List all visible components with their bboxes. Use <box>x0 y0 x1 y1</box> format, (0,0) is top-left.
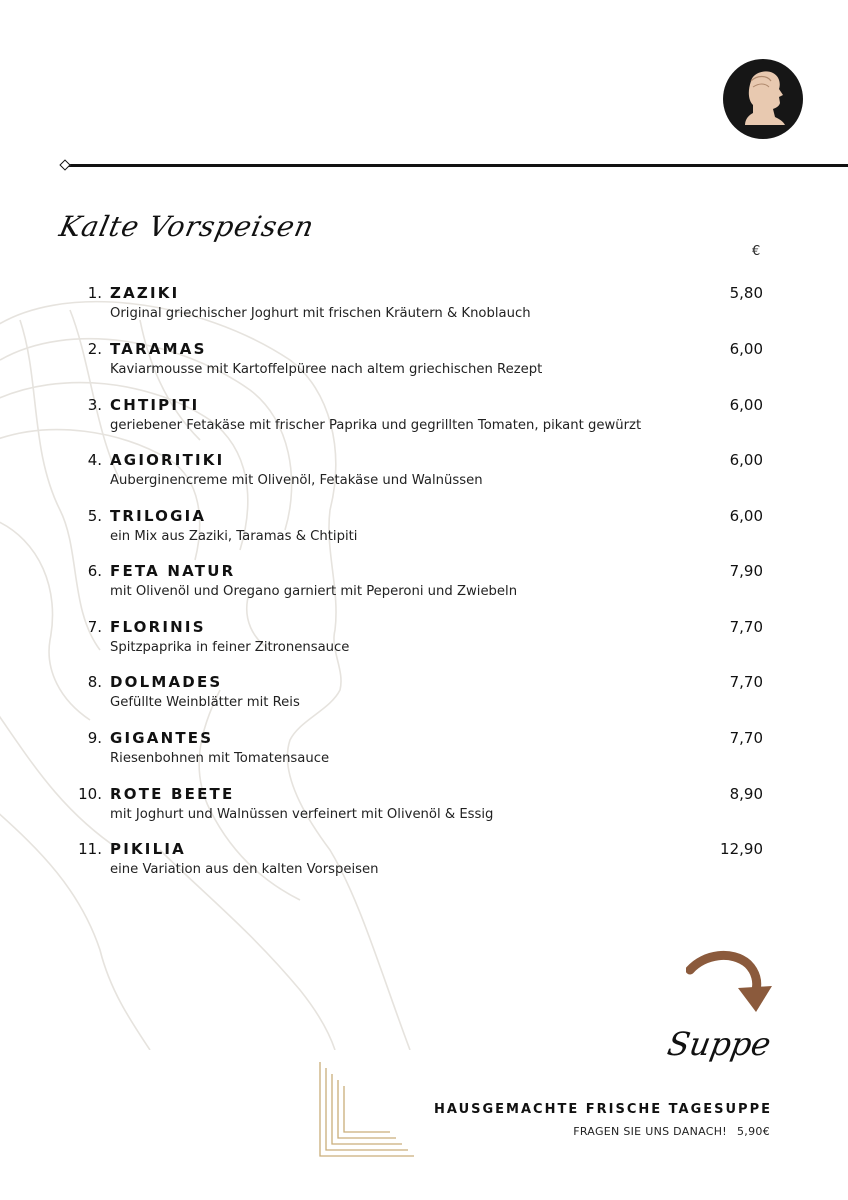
menu-item <box>0 562 848 612</box>
soup-section-title: Suppe <box>664 1025 774 1063</box>
menu-item <box>0 507 848 557</box>
item-price: 12,90 <box>720 840 763 858</box>
item-price: 7,70 <box>729 618 763 636</box>
item-description: Original griechischer Joghurt mit frischen Kräutern & Knoblauch <box>110 306 531 321</box>
curved-arrow-down-icon <box>686 950 778 1022</box>
item-name: GIGANTES <box>110 729 214 747</box>
item-price: 6,00 <box>729 396 763 414</box>
menu-item <box>0 673 848 723</box>
soup-note-row <box>573 1125 770 1138</box>
item-number: 7. <box>87 618 102 636</box>
menu-item <box>0 785 848 835</box>
divider-diamond-ornament <box>59 159 70 170</box>
item-description: Riesenbohnen mit Tomatensauce <box>110 751 330 766</box>
decorative-gold-lines <box>318 1060 418 1160</box>
item-number: 11. <box>78 840 102 858</box>
section-title: Kalte Vorspeisen <box>56 210 318 243</box>
soup-price: 5,90€ <box>737 1125 770 1138</box>
item-name: TARAMAS <box>110 340 207 358</box>
currency-label: € <box>752 244 761 259</box>
item-description: eine Variation aus den kalten Vorspeisen <box>110 862 379 877</box>
item-description: Auberginencreme mit Olivenöl, Fetakäse und Walnüssen <box>110 473 483 488</box>
item-price: 5,80 <box>729 284 763 302</box>
header-divider <box>68 164 848 167</box>
menu-item <box>0 396 848 446</box>
item-number: 8. <box>87 673 102 691</box>
menu-item <box>0 729 848 779</box>
menu-item <box>0 284 848 334</box>
item-name: TRILOGIA <box>110 507 207 525</box>
item-number: 10. <box>78 785 102 803</box>
item-price: 8,90 <box>729 785 763 803</box>
greek-bust-logo-icon <box>723 59 803 139</box>
item-number: 9. <box>87 729 102 747</box>
item-number: 4. <box>87 451 102 469</box>
menu-item <box>0 451 848 501</box>
item-name: DOLMADES <box>110 673 223 691</box>
item-name: ZAZIKI <box>110 284 180 302</box>
item-number: 3. <box>87 396 102 414</box>
item-number: 5. <box>87 507 102 525</box>
item-number: 1. <box>87 284 102 302</box>
soup-name: HAUSGEMACHTE FRISCHE TAGESUPPE <box>434 1102 772 1117</box>
item-description: ein Mix aus Zaziki, Taramas & Chtipiti <box>110 529 358 544</box>
item-price: 6,00 <box>729 507 763 525</box>
item-price: 7,70 <box>729 673 763 691</box>
item-description: geriebener Fetakäse mit frischer Paprika und gegrillten Tomaten, pikant gewürzt <box>110 418 642 433</box>
menu-item <box>0 840 848 890</box>
item-price: 6,00 <box>729 340 763 358</box>
item-description: Spitzpaprika in feiner Zitronensauce <box>110 640 350 655</box>
item-name: CHTIPITI <box>110 396 200 414</box>
item-description: Gefüllte Weinblätter mit Reis <box>110 695 300 710</box>
item-name: PIKILIA <box>110 840 186 858</box>
menu-item <box>0 340 848 390</box>
item-description: mit Joghurt und Walnüssen verfeinert mit Olivenöl & Essig <box>110 807 494 822</box>
item-number: 6. <box>87 562 102 580</box>
item-name: AGIORITIKI <box>110 451 225 469</box>
soup-note: FRAGEN SIE UNS DANACH! <box>573 1125 727 1138</box>
item-name: FLORINIS <box>110 618 206 636</box>
menu-item <box>0 618 848 668</box>
item-price: 7,90 <box>729 562 763 580</box>
item-description: Kaviarmousse mit Kartoffelpüree nach altem griechischen Rezept <box>110 362 543 377</box>
item-price: 7,70 <box>729 729 763 747</box>
item-number: 2. <box>87 340 102 358</box>
item-description: mit Olivenöl und Oregano garniert mit Peperoni und Zwiebeln <box>110 584 518 599</box>
restaurant-logo <box>723 59 803 139</box>
item-name: ROTE BEETE <box>110 785 235 803</box>
item-name: FETA NATUR <box>110 562 236 580</box>
item-price: 6,00 <box>729 451 763 469</box>
